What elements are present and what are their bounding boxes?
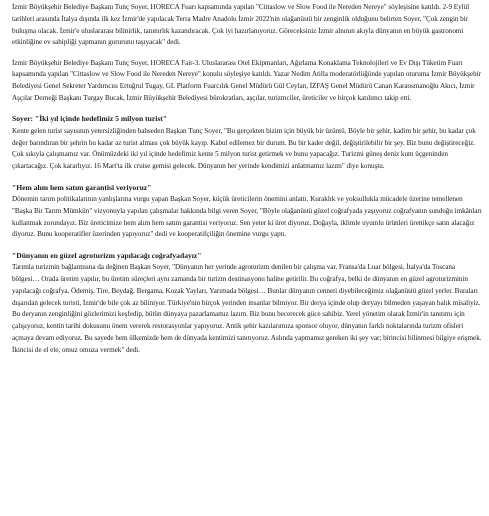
section-heading-agrotourism: "Dünyanın en güzel agroturizm yapılacağı coğrafyadayız": [12, 250, 202, 260]
intro-paragraph-2: İzmir Büyükşehir Belediye Başkanı Tunç Soyer, HORECA Fair-3. Uluslararası Otel Ekipmanları, Ağırlama Konaklama Teknolojileri ve Ev Dışı Tüketim Fuarı kapsamında yapılan "Cittaslow ve Slow Food ile Nereden Nereye" konulu söyleşiye katıldı. Yazar Nedim Atilla moderatörlüğünde yapılan oturuma İzmir Büyükşehir Belediyesi Genel Sekreter Yardımcısı Ertuğrul Tugay, GL Platform Fuarcılık Genel Müdürü Gül Ceylan, İZFAŞ Genel Müdürü Canan Karaosmanoğlu Akıcı, İzmir Aşçılar Derneği Başkanı Turgay Bucak, İzmir Büyükşehir Belediyesi bürokratları, aşçılar, turizmciler, üreticiler ve birçok katılımcı takip etti.: [12, 58, 481, 103]
section-heading-tourist-target: Soyer: "İki yıl içinde hedefimiz 5 milyon turist": [12, 114, 168, 124]
section-1-paragraph: Kente gelen turist sayısının yetersizliğinden bahseden Başkan Tunç Soyer, "Bu gerçekten bizim için büyük bir üzüntü. Böyle bir şehir, kadim bir şehir, bu kadar çok değer barındıran bir şehrin bu kadar az turist alması çok büyük kayıp. Kabul edilemez bir durum. Bu bir kader değil, değiştirilebilir bir şey. Biz bunu değiştireceğiz. Çok sıkıyla çalışmamız var. Önümüzdeki iki yıl içinde hedefimiz kente 5 milyon turist getirmek ve bunu yapacağız. Turizmi güneş deniz kum üçgeninden çıkartacağız. Çok kararlıyız. 16 Mart'ta ilk cruise gemisi gelecek. Dünyanın her yerinde kendimizi anlatmamız lazım" diye konuştu.: [12, 126, 476, 171]
intro-paragraph-1: İzmir Büyükşehir Belediye Başkanı Tunç Soyer, HORECA Fuarı kapsamında yapılan "Cittaslow ve Slow Food ile Nereden Nereye" söyleşisine katıldı. 2-9 Eylül tarihleri arasında İtalya dışında ilk kez İzmir'de yapılacak Terra Madre Anadolu İzmir 2022'nin olağanüstü bir zenginlik olduğunu belirten Soyer, "Çok zengin bir buluşma olacak. İzmir'e uluslararası bilinirlik, tanınırlık kazandıracak. Çok iyi hazırlanıyoruz. Göreceksiniz İzmir alnının akıyla dünyanın en büyük gastronomi etkinliğine ev sahipliği yapmanın gururunu taşıyacak" dedi.: [12, 3, 470, 47]
section-3-paragraph: Tarımla turizmin bağlantısına da değinen Başkan Soyer, "Dünyanın her yerinde agroturizm denilen bir çalışma var. Fransa'da Luar bölgesi, İtalya'da Toscana bölgesi… Orada üretim yapılır, bu üretim süreçleri aynı zamanda bir turizm destinasyonu haline getirilir. Bu coğrafya, belki de dünyanın en güzel agroturizminin yapılacağı coğrafya. Ödemiş, Tire, Beydağ, Bergama, Kozak Yayları, Yarımada bölgesi… Bunlar dünyanın cenneti diyebileceğimiz olağanüstü güzel yerler. Buraları dışarıdan gelecek turisti, İzmir'de bile çok az biliniyor. Türkiye'nin birçok yerinden insanlar bilmiyor. Bir derya içinde olup deryayı bilmeden yaşayan balık misaliyiz. Bu deryanın zenginliğini gözlerimizi keşfedip, bütün dünyaya pazarlamamız lazım. Biz bunu becerecek güce sahibiz. Yerel yönetim olarak İzmir'in tanıtımı için çalışıyoruz, kentin tarihi dokusunu önem vererek restorasyonlar yapıyoruz. Antik şehir kazılarımıza sponsor oluyor, dünyanın farklı noktalarında turizm ofisleri açmaya devam ediyoruz. Bu sayede hem ülkemizde hem de dünyada kentimizi tanıtıyoruz. Aslında yapmamız gereken iki şey var; birincisi bilinmesi bilgiye erişmek. İkincisi de el ele, omuz omuza vermek" dedi.: [12, 263, 482, 354]
section-2-paragraph: Dönemin tarım politikalarının yanlışlarına vurgu yapan Başkan Soyer, küçük üreticilerin önemini anlattı. Kuraklık ve yoksullukla mücadele üzerine temellenen "Başka Bir Tarım Mümkün" vizyonuyla yapılan çalışmalar hakkında bilgi veren Soyer, "Böyle olağanüstü güzel coğrafyada yaşıyoruz coğrafyanın sunduğu imkânları kullanmak zorundayız. Biz üreticimize hem alım hem satım garantisi veriyoruz. Sen yeter ki üret diyoruz. Doğayla, iklimle uyumlu ürünleri ürettikçe satın alacağız diyoruz. Bunu kooperatifler üzerinden yapıyoruz" dedi ve kooperatifçiliğin önemine vurgu yaptı.: [12, 195, 482, 239]
section-heading-purchase-guarantee: "Hem alım hem satım garantisi veriyoruz": [12, 182, 152, 192]
